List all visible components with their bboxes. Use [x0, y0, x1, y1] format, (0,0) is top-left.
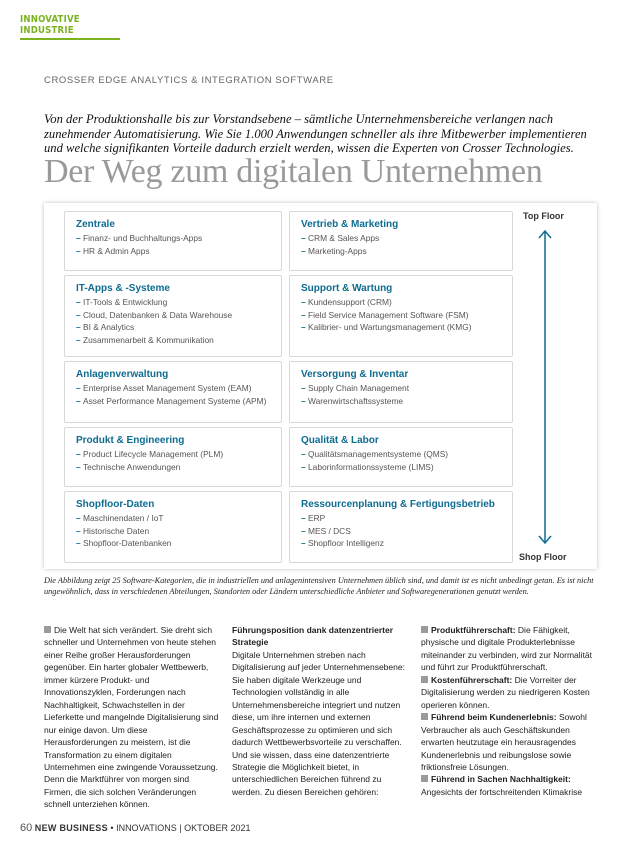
leadership-term: Führend beim Kundenerlebnis:: [431, 712, 557, 723]
leadership-term: Produktführerschaft:: [431, 625, 516, 635]
page-footer: [20, 822, 250, 834]
category-item: – MES / DCS: [301, 525, 501, 538]
category-card-left-5: [64, 491, 282, 563]
category-title: Versorgung & Inventar: [301, 369, 409, 380]
category-item: – Asset Performance Management Systeme (APM): [76, 395, 270, 408]
category-item: – IT-Tools & Entwicklung: [76, 296, 270, 309]
category-card-right-2: [289, 275, 513, 357]
category-item: – ERP: [301, 512, 501, 525]
category-card-right-4: [289, 427, 513, 487]
bullet-square-icon: [421, 626, 428, 633]
bullet-square-icon: [421, 676, 428, 683]
leadership-text: Die Vorreiter der Digitalisierung werden zu niedrigeren Kosten operieren können.: [421, 674, 590, 710]
category-title: Shopfloor-Daten: [76, 499, 155, 510]
category-item: – Product Lifecycle Management (PLM): [76, 448, 270, 461]
category-item: – BI & Analytics: [76, 321, 270, 334]
category-title: Ressourcenplanung & Fertigungsbetrieb: [301, 499, 495, 510]
category-item: – Zusammenarbeit & Kommunikation: [76, 334, 270, 347]
category-item: – Historische Daten: [76, 525, 270, 538]
top-floor-label: Top Floor: [523, 211, 564, 221]
leadership-text: Sowohl Verbraucher als auch Geschäftskunden erwarten heutzutage ein herausragendes Kundenerlebnis und reibungslose sowie friktionsfreie Lösungen.: [421, 712, 587, 772]
column-1: [44, 624, 220, 811]
figure-caption: Die Abbildung zeigt 25 Software-Kategorien, die in industriellen und anlagenintensiven Unternehmen üblich sind, und damit ist es nicht unbedingt getan. Es ist nicht ungewöhnlich, dass in verschiedenen Abteilungen, Standorten oder Ländern unterschiedliche Anbieter und Softwaregenerationen genutzt werden.: [44, 576, 594, 596]
edition-name: INNOVATIONS: [116, 823, 177, 833]
category-title: Support & Wartung: [301, 283, 393, 294]
category-item: – Field Service Management Software (FSM): [301, 309, 501, 322]
column-3: [421, 624, 597, 798]
category-title: IT-Apps & -Systeme: [76, 283, 170, 294]
category-item: – Warenwirtschaftssysteme: [301, 395, 501, 408]
bullet-square-icon: [421, 775, 428, 782]
leadership-term: Kostenführerschaft:: [431, 674, 513, 685]
category-item: – Laborinformationssysteme (LIMS): [301, 461, 501, 474]
section-tag: INNOVATIVE INDUSTRIE: [20, 14, 120, 40]
category-item: – Shopfloor Intelligenz: [301, 537, 501, 550]
leadership-item: [421, 773, 597, 798]
category-item: – Supply Chain Management: [301, 382, 501, 395]
category-title: Zentrale: [76, 219, 115, 230]
category-item: – Enterprise Asset Management System (EAM): [76, 382, 270, 395]
category-item: – Kalibrier- und Wartungsmanagement (KMG): [301, 321, 501, 334]
issue-date: OKTOBER 2021: [184, 823, 251, 833]
publication-name: NEW BUSINESS: [34, 823, 108, 833]
subheading: Führungsposition dank datenzentrierter Strategie: [232, 625, 394, 648]
category-card-left-2: [64, 275, 282, 357]
bullet-square-icon: [421, 713, 428, 720]
leadership-text: Angesichts der fortschreitenden Klimakrise: [421, 786, 583, 797]
category-card-right-5: [289, 491, 513, 563]
page-number: 60: [20, 822, 33, 834]
leadership-text: Die Fähigkeit, physische und digitale Produkterlebnisse miteinander zu verbinden, wird zur Normalität und führt zur Produktführerschaft.: [421, 625, 593, 673]
category-item: – Maschinendaten / IoT: [76, 512, 270, 525]
lead-paragraph: Von der Produktionshalle bis zur Vorstandsebene – sämtliche Unternehmensbereiche verlangen nach zunehmender Automatisierung. Wie Sie 1.000 Anwendungen schneller als ihre Mitbewerber implementieren und welche signifikanten Vorteile dadurch erzielt werden, wissen die Experten von Crosser Technologies.: [44, 112, 587, 155]
category-item: – Technische Anwendungen: [76, 461, 270, 474]
leadership-item: [421, 674, 597, 711]
category-title: Anlagenverwaltung: [76, 369, 169, 380]
category-item: – Kundensupport (CRM): [301, 296, 501, 309]
column-2-text: Digitale Unternehmen streben nach Digitalisierung auf jeder Unternehmensebene: Sie haben digitale Werkzeuge und Technologien vollständig in alle Unternehmensbereiche integriert und nutzen diese, um ihre internen und externen Geschäftsprozesse zu optimieren und sich dadurch Wettbewerbsvorteile zu verschaffen. Und sie wissen, dass eine datenzentrierte Strategie die Möglichkeit bietet, in unterschiedlichen Bereichen führend zu werden. Zu diesen Bereichen gehören:: [232, 649, 405, 797]
leadership-item: [421, 624, 597, 674]
category-item: – Cloud, Datenbanken & Data Warehouse: [76, 309, 270, 322]
category-item: – CRM & Sales Apps: [301, 232, 501, 245]
category-card-left-1: [64, 211, 282, 271]
category-card-right-3: [289, 361, 513, 423]
category-title: Produkt & Engineering: [76, 435, 185, 446]
shop-floor-label: Shop Floor: [519, 552, 567, 562]
bullet-square-icon: [44, 626, 51, 633]
leadership-item: [421, 711, 597, 773]
category-item: – HR & Admin Apps: [76, 245, 270, 258]
category-item: – Shopfloor-Datenbanken: [76, 537, 270, 550]
leadership-term: Führend in Sachen Nachhaltigkeit:: [431, 774, 571, 785]
category-title: Vertrieb & Marketing: [301, 219, 399, 230]
category-title: Qualität & Labor: [301, 435, 379, 446]
category-item: – Finanz- und Buchhaltungs-Apps: [76, 232, 270, 245]
column-2: [232, 624, 408, 798]
footer-divider: |: [179, 823, 182, 833]
footer-separator: •: [110, 823, 114, 833]
category-card-right-1: [289, 211, 513, 271]
category-item: – Qualitätsmanagementsysteme (QMS): [301, 448, 501, 461]
kicker: CROSSER EDGE ANALYTICS & INTEGRATION SOFTWARE: [44, 75, 334, 86]
category-card-left-3: [64, 361, 282, 423]
category-item: – Marketing-Apps: [301, 245, 501, 258]
software-categories-figure: [44, 203, 597, 569]
category-card-left-4: [64, 427, 282, 487]
column-1-text: Die Welt hat sich verändert. Sie dreht sich schneller und Unternehmen von heute stehen einer Reihe großer Herausforderungen gegenüber. Ein harter globaler Wettbewerb, immer kürzere Produkt- und Innovationszyklen, Forderungen nach Nachhaltigkeit, Schwachstellen in der Lieferkette und mangelnde Digitalisierung sind nur einige davon. Um diese Herausforderungen zu meistern, ist die Transformation zu einem digitalen Unternehmen eine zwingende Voraussetzung. Denn die Marktführer von morgen sind Firmen, die sich solchen Veränderungen schnell unterziehen können.: [44, 625, 219, 810]
floor-arrow: [535, 228, 555, 548]
page-title: Der Weg zum digitalen Unternehmen: [44, 153, 543, 190]
